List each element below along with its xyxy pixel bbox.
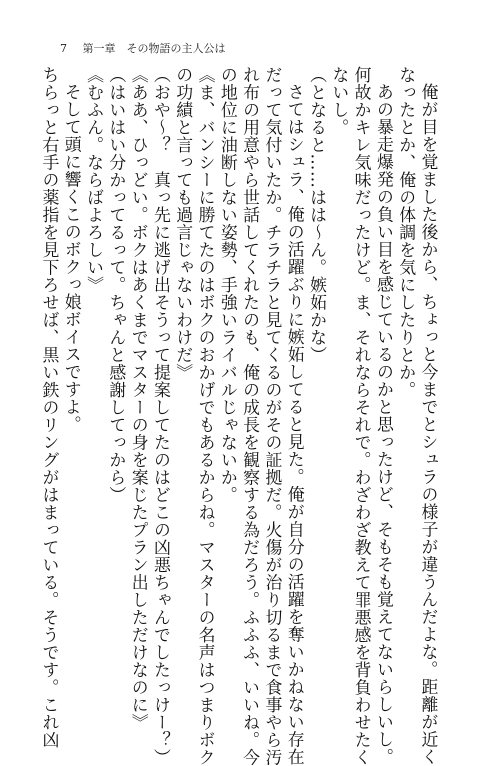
text-line: そして頭に響くこのボクっ娘ボイスですよ。: [62, 82, 83, 433]
text-line: 《ま、バンシーに勝てたのはボクのおかげでもあるからね。マスターの名声はつまりボク: [196, 66, 217, 766]
text-line: さてはシュラ、俺の活躍ぶりに嫉妬してると見た。俺が自分の活躍を奪いかねない存在: [285, 82, 306, 766]
vertical-text-body: [39, 66, 440, 766]
page-number: 7: [60, 42, 67, 55]
text-line: 《むふん。ならばよろしい》: [84, 66, 105, 294]
text-line: （はいはい分かってるって。ちゃんと感謝してっから）: [106, 66, 127, 504]
text-line: あの暴走爆発の負い目を感じているのかと思ったけど、そもそも覚えてないらしいし。: [374, 82, 395, 766]
text-line: （となると……はは〜ん。嫉妬かな）: [307, 66, 328, 364]
text-line: 《ああ、ひっどい。ボクはあくまでマスターの身を案じたプラン出しただけなのに》: [129, 66, 150, 731]
text-line: （おや〜？ 真っ先に逃げ出そうって提案してたのはどこの凶悪ちゃんでしたっけー？）: [151, 66, 172, 766]
running-header: [60, 40, 226, 54]
text-line: 何故かキレ気味だったけど。ま、それならそれで。わざわざ教えて罪悪感を背負わせたく: [352, 66, 373, 766]
text-line: れ布の用意やら世話してくれたのも、俺の成長を観察する為だろう。ふふふ、いいね。今: [240, 66, 261, 766]
text-line: の地位に油断しない姿勢、手強いライバルじゃないか。: [218, 66, 239, 504]
text-line: の功績と言っても過言じゃないわけだ》: [173, 66, 194, 381]
text-line: なったとか、俺の体調を気にしたりとか。: [396, 66, 417, 399]
text-line: 俺が目を覚ました後から、ちょっと今までとシュラの様子が違うんだよな。距離が近く: [419, 82, 439, 766]
chapter-title: 第一章 その物語の主人公は: [82, 42, 226, 55]
text-line: だって気付いたか。チラチラと見てくるのがその証拠だ。火傷が治り切るまで食事やら汚: [262, 66, 283, 766]
text-line: ないし。: [329, 66, 350, 136]
text-line: ちらっと右手の薬指を見下ろせば、黒い鉄のリングがはまっている。そうです。これ凶: [39, 66, 60, 749]
